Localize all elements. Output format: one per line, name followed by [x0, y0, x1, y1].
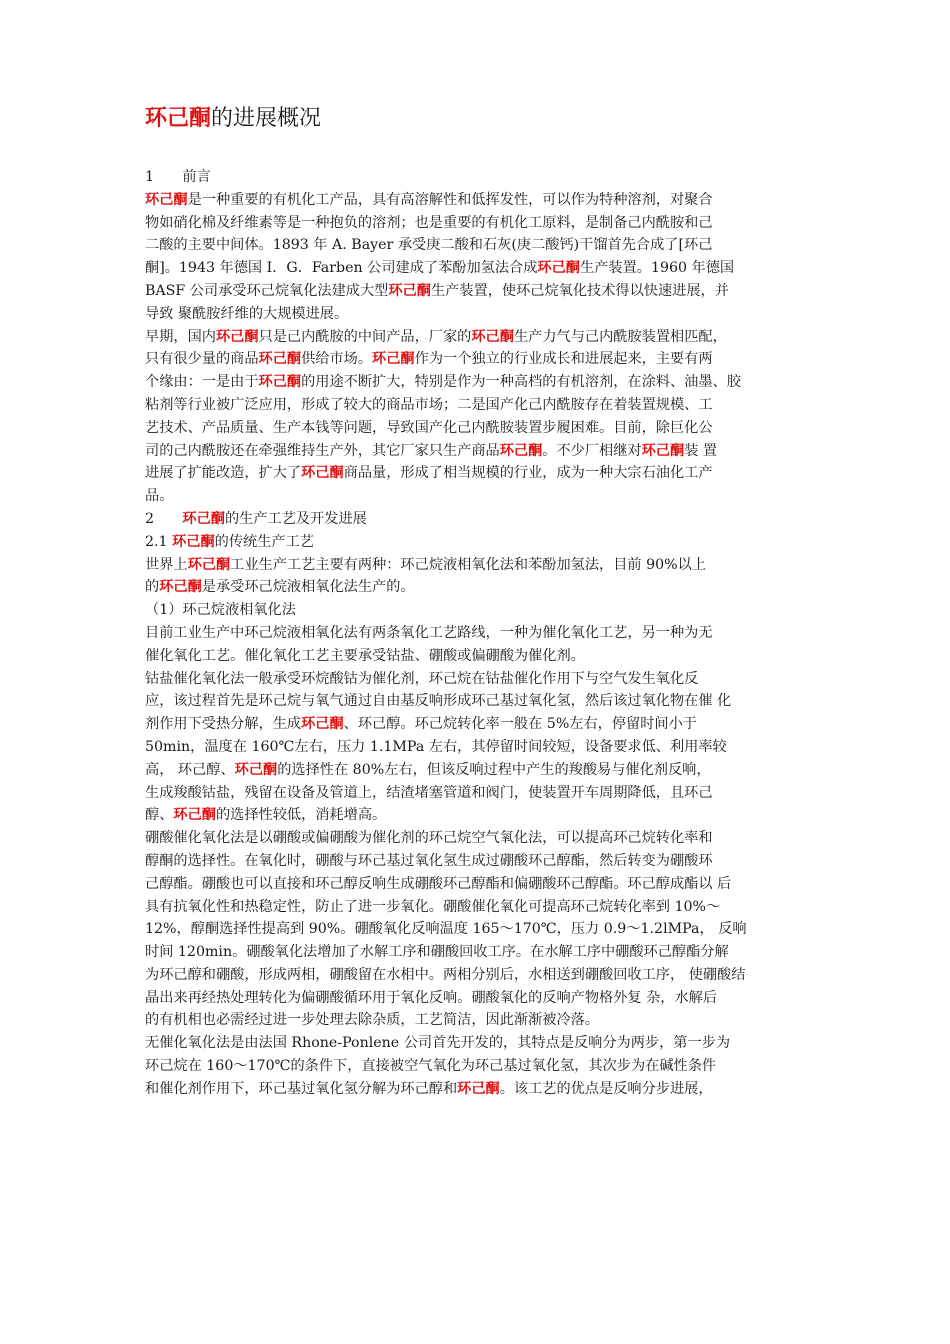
keyword-highlight: 环己酮	[537, 260, 580, 277]
text-line	[145, 713, 817, 736]
heading-1	[145, 166, 817, 189]
text-line	[145, 736, 817, 759]
text-run: 50min，温度在 160℃左右，压力 1.1MPa 左右，其停留时间较短，设备要求低、利用率较	[145, 738, 727, 755]
text-line	[145, 918, 817, 941]
text-run: 物如硝化棉及纤维素等是一种抱负的溶剂；也是重要的有机化工原料，是制备己内酰胺和己	[145, 214, 713, 231]
text-line	[145, 280, 817, 303]
text-run: 供给市场。	[301, 351, 373, 368]
text-line	[145, 873, 817, 896]
text-run: 目前工业生产中环己烷液相氧化法有两条氧化工艺路线，一种为催化氧化工艺，另一种为无	[145, 624, 713, 641]
text-line	[145, 485, 817, 508]
text-run: 生成羧酸钴盐，残留在设备及管道上，结渣堵塞管道和阀门，使装置开车周期降低，且环己	[145, 784, 713, 801]
text-run: 只有很少量的商品	[145, 351, 259, 368]
keyword-highlight: 环己酮	[215, 328, 259, 345]
text-run: 的选择性较低，消耗增高。	[215, 807, 387, 824]
text-run: 醇、	[145, 807, 174, 824]
text-line	[145, 622, 817, 645]
keyword-highlight: 环己酮	[258, 374, 302, 391]
text-run: 醇酮的选择性。在氧化时，硼酸与环己基过氧化氢生成过硼酸环己醇酯，然后转变为硼酸环	[145, 852, 713, 869]
keyword-highlight: 环己酮	[258, 351, 302, 368]
text-run: 生产装置，使环己烷氧化技术得以快速进展，并	[430, 282, 729, 299]
text-run: 早期，国内	[145, 328, 216, 345]
text-run: 个缘由：一是由于	[145, 374, 259, 391]
text-line	[145, 303, 817, 326]
text-run: 时间 120min。硼酸氧化法增加了水解工序和硼酸回收工序。在水解工序中硼酸环己醇酯分解	[145, 944, 729, 961]
text-line	[145, 690, 817, 713]
title-rest: 的进展概况	[211, 106, 322, 131]
text-run: 的生产工艺及开发进展	[224, 510, 367, 527]
text-line	[145, 234, 817, 257]
text-line	[145, 896, 817, 919]
text-run: 只是己内酰胺的中间产品，厂家的	[258, 328, 472, 345]
text-run: 催化氧化工艺。催化氧化工艺主要承受钴盐、硼酸或偏硼酸为催化剂。	[145, 647, 585, 664]
text-line	[145, 1055, 817, 1078]
text-line	[145, 759, 817, 782]
text-line	[145, 668, 817, 691]
text-line	[145, 987, 817, 1010]
text-line	[145, 941, 817, 964]
text-run: 品。	[145, 488, 174, 505]
text-run: 酮]。1943 年德国 I．G．Farben 公司建成了苯酚加氢法合成	[145, 260, 538, 277]
text-line	[145, 964, 817, 987]
text-run: 应，该过程首先是环己烷与氧气通过自由基反响形成环己基过氧化氢，然后该过氧化物在催 化	[145, 693, 732, 710]
keyword-highlight: 环己酮	[173, 807, 216, 824]
text-run: 进展了扩能改造，扩大了	[145, 465, 302, 482]
text-run: 剂作用下受热分解，生成	[145, 716, 302, 733]
text-run: 己醇酯。硼酸也可以直接和环己醇反响生成硼酸环己醇酯和偏硼酸环己醇酯。环己醇成酯以 后	[145, 875, 732, 892]
text-run: 司的己内酰胺还在牵强维持生产外，其它厂家只生产商品	[145, 442, 500, 459]
text-run: 。不少厂相继对	[542, 442, 642, 459]
keyword-highlight: 环己酮	[301, 716, 344, 733]
text-line	[145, 326, 817, 349]
text-line	[145, 417, 817, 440]
text-run: 世界上	[145, 556, 188, 573]
text-run: 晶出来再经热处理转化为偏硼酸循环用于氧化反响。硼酸氧化的反响产物格外复 杂，水解后	[145, 989, 718, 1006]
heading-2	[145, 508, 817, 531]
text-line	[145, 1078, 817, 1101]
text-run: 装 置	[684, 442, 718, 459]
text-run: 的传统生产工艺	[214, 533, 314, 550]
subheading	[145, 599, 817, 622]
document-body	[145, 166, 817, 1101]
text-run: BASF 公司承受环己烷氧化法建成大型	[145, 282, 389, 299]
text-run: 、环己醇。环己烷转化率一般在 5%左右，停留时间小于	[343, 716, 697, 733]
text-line	[145, 1009, 817, 1032]
text-run: 。该工艺的优点是反响分步进展，	[499, 1080, 713, 1097]
text-run: 12%，醇酮选择性提高到 90%。硼酸氧化反响温度 165～170℃，压力 0.9～1.2lMPa， 反响	[145, 921, 747, 938]
text-run: 作为一个独立的行业成长和进展起来，主要有两	[414, 351, 713, 368]
text-run: 无催化氧化法是由法国 Rhone-Ponlene 公司首先开发的，其特点是反响分为两步，第一步为	[145, 1035, 731, 1052]
text-line	[145, 554, 817, 577]
text-run: 是一种重要的有机化工产品，具有高溶解性和低挥发性，可以作为特种溶剂，对聚合	[187, 191, 713, 208]
document-title	[145, 104, 321, 134]
text-line	[145, 348, 817, 371]
heading-2-1	[145, 531, 817, 554]
text-run: （1）环己烷液相氧化法	[145, 602, 296, 619]
keyword-highlight: 环己酮	[388, 282, 431, 299]
keyword-highlight: 环己酮	[471, 328, 514, 345]
text-run: 的用途不断扩大，特别是作为一种高档的有机溶剂，在涂料、油墨、胶	[301, 374, 741, 391]
text-line	[145, 394, 817, 417]
text-line	[145, 782, 817, 805]
text-line	[145, 257, 817, 280]
keyword-highlight: 环己酮	[159, 579, 202, 596]
keyword-highlight: 环己酮	[172, 533, 215, 550]
text-run: 是承受环己烷液相氧化法生产的。	[201, 579, 415, 596]
text-run: 导致 聚酰胺纤维的大规模进展。	[145, 305, 349, 322]
text-run: 具有抗氧化性和热稳定性，防止了进一步氧化。硼酸催化氧化可提高环己烷转化率到 10%～	[145, 898, 721, 915]
text-run: 的有机相也必需经过进一步处理去除杂质，工艺简洁，因此渐渐被冷落。	[145, 1012, 600, 1029]
text-line	[145, 850, 817, 873]
text-run: 为环己醇和硼酸，形成两相，硼酸留在水相中。两相分别后，水相送到硼酸回收工序， 使硼酸结	[145, 966, 746, 983]
text-line	[145, 189, 817, 212]
text-run: 工业生产工艺主要有两种：环己烷液相氧化法和苯酚加氢法，目前 90%以上	[230, 556, 707, 573]
text-run: 硼酸催化氧化法是以硼酸或偏硼酸为催化剂的环己烷空气氧化法，可以提高环己烷转化率和	[145, 830, 713, 847]
keyword-highlight: 环己酮	[145, 191, 188, 208]
text-run: 和催化剂作用下，环己基过氧化氢分解为环己醇和	[145, 1080, 458, 1097]
text-run: 环己烷在 160～170℃的条件下，直接被空气氧化为环己基过氧化氢，其次步为在碱性条件	[145, 1058, 717, 1075]
text-line	[145, 440, 817, 463]
keyword-highlight: 环己酮	[499, 442, 543, 459]
text-line	[145, 462, 817, 485]
text-run: 粘剂等行业被广泛应用，形成了较大的商品市场；二是国产化己内酰胺存在着装置规模、工	[145, 396, 713, 413]
text-run: 商品量，形成了相当规模的行业，成为一种大宗石油化工产	[343, 465, 713, 482]
text-line	[145, 645, 817, 668]
text-line	[145, 212, 817, 235]
text-line	[145, 804, 817, 827]
keyword-highlight: 环己酮	[372, 351, 415, 368]
keyword-highlight: 环己酮	[457, 1080, 500, 1097]
keyword-highlight: 环己酮	[301, 465, 344, 482]
text-line	[145, 576, 817, 599]
text-run: 生产力气与己内酰胺装置相匹配，	[513, 328, 727, 345]
text-line	[145, 371, 817, 394]
keyword-highlight: 环己酮	[234, 761, 278, 778]
text-run: 的选择性在 80%左右，但该反响过程中产生的羧酸易与催化剂反响，	[277, 761, 711, 778]
text-run: 1 前言	[145, 169, 211, 185]
text-run: 高， 环己醇、	[145, 761, 235, 778]
text-run: 二酸的主要中间体。1893 年 A. Bayer 承受庚二酸和石灰(庚二酸钙)干馏首先合成了[环己	[145, 237, 713, 254]
keyword-highlight: 环己酮	[187, 556, 231, 573]
text-run: 钴盐催化氧化法一般承受环烷酸钴为催化剂，环己烷在钴盐催化作用下与空气发生氧化反	[145, 670, 699, 687]
text-line	[145, 1032, 817, 1055]
text-line	[145, 827, 817, 850]
title-keyword: 环己酮	[145, 106, 212, 131]
text-run: 生产装置。1960 年德国	[580, 260, 735, 277]
keyword-highlight: 环己酮	[182, 510, 225, 527]
keyword-highlight: 环己酮	[641, 442, 685, 459]
text-run: 2.1	[145, 533, 173, 550]
text-run: 的	[145, 579, 160, 596]
text-run: 2	[145, 510, 183, 527]
text-run: 艺技术、产品质量、生产本钱等问题，导致国产化己内酰胺装置步履困难。目前，除巨化公	[145, 419, 713, 436]
